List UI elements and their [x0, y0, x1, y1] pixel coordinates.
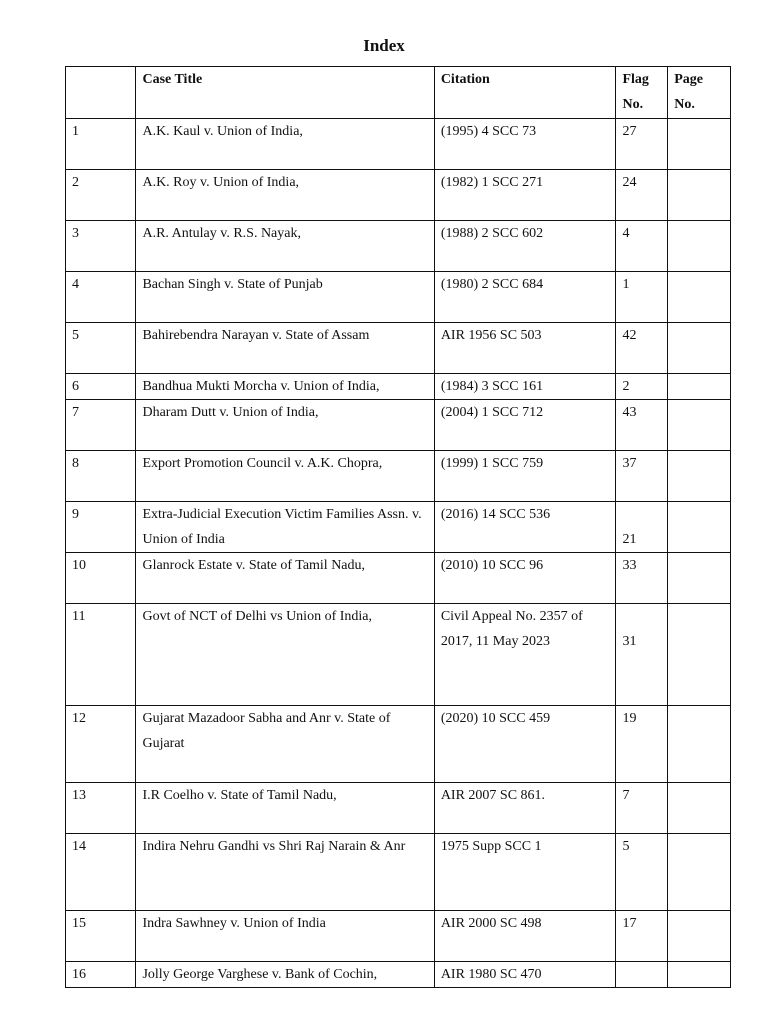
flag-no-cell: 27 [616, 119, 668, 170]
flag-no-cell: 21 [616, 502, 668, 553]
case-title-cell: Dharam Dutt v. Union of India, [136, 400, 434, 451]
row-number: 2 [66, 170, 136, 221]
row-number: 11 [66, 604, 136, 706]
citation-cell: AIR 2007 SC 861. [434, 783, 616, 834]
citation-cell: (2010) 10 SCC 96 [434, 553, 616, 604]
page-title: Index [363, 36, 405, 55]
page-no-cell [668, 962, 731, 988]
table-row [66, 553, 731, 604]
page-no-cell [668, 170, 731, 221]
row-number: 15 [66, 911, 136, 962]
case-title-cell: Govt of NCT of Delhi vs Union of India, [136, 604, 434, 706]
flag-no-cell: 17 [616, 911, 668, 962]
table-row [66, 502, 731, 553]
page-no-cell [668, 323, 731, 374]
row-number: 1 [66, 119, 136, 170]
flag-no-cell: 7 [616, 783, 668, 834]
page-no-cell [668, 706, 731, 783]
flag-no-cell: 5 [616, 834, 668, 911]
citation-cell: AIR 2000 SC 498 [434, 911, 616, 962]
table-row [66, 400, 731, 451]
citation-cell: AIR 1980 SC 470 [434, 962, 616, 988]
case-title-cell: Jolly George Varghese v. Bank of Cochin, [136, 962, 434, 988]
page-no-cell [668, 272, 731, 323]
header-case-title: Case Title [136, 67, 434, 119]
page-no-cell [668, 783, 731, 834]
flag-no-cell: 33 [616, 553, 668, 604]
table-row [66, 834, 731, 911]
case-title-cell: Indira Nehru Gandhi vs Shri Raj Narain & Anr [136, 834, 434, 911]
row-number: 9 [66, 502, 136, 553]
row-number: 3 [66, 221, 136, 272]
case-title-cell: Extra-Judicial Execution Victim Families Assn. v. Union of India [136, 502, 434, 553]
page-no-cell [668, 374, 731, 400]
table-row [66, 706, 731, 783]
case-title-cell: Gujarat Mazadoor Sabha and Anr v. State of Gujarat [136, 706, 434, 783]
page-no-cell [668, 911, 731, 962]
citation-cell: (1982) 1 SCC 271 [434, 170, 616, 221]
citation-cell: (1999) 1 SCC 759 [434, 451, 616, 502]
case-title-cell: A.K. Kaul v. Union of India, [136, 119, 434, 170]
case-title-cell: Export Promotion Council v. A.K. Chopra, [136, 451, 434, 502]
index-table [65, 66, 731, 988]
row-number: 8 [66, 451, 136, 502]
case-title-cell: Bahirebendra Narayan v. State of Assam [136, 323, 434, 374]
row-number: 6 [66, 374, 136, 400]
page-no-cell [668, 834, 731, 911]
table-row [66, 962, 731, 988]
case-title-cell: I.R Coelho v. State of Tamil Nadu, [136, 783, 434, 834]
citation-cell: (2004) 1 SCC 712 [434, 400, 616, 451]
flag-no-cell: 2 [616, 374, 668, 400]
citation-cell: (1980) 2 SCC 684 [434, 272, 616, 323]
flag-no-cell: 43 [616, 400, 668, 451]
flag-no-cell: 42 [616, 323, 668, 374]
header-flag-no: Flag No. [616, 67, 668, 119]
case-title-cell: Glanrock Estate v. State of Tamil Nadu, [136, 553, 434, 604]
row-number: 12 [66, 706, 136, 783]
citation-cell: (2020) 10 SCC 459 [434, 706, 616, 783]
page-no-cell [668, 451, 731, 502]
page-no-cell [668, 553, 731, 604]
table-row [66, 911, 731, 962]
case-title-cell: Bandhua Mukti Morcha v. Union of India, [136, 374, 434, 400]
page-no-cell [668, 604, 731, 706]
citation-cell: (2016) 14 SCC 536 [434, 502, 616, 553]
citation-cell: (1984) 3 SCC 161 [434, 374, 616, 400]
page-no-cell [668, 119, 731, 170]
table-row [66, 374, 731, 400]
page-no-cell [668, 400, 731, 451]
row-number: 10 [66, 553, 136, 604]
table-row [66, 604, 731, 706]
page-no-cell [668, 502, 731, 553]
row-number: 13 [66, 783, 136, 834]
case-title-cell: A.R. Antulay v. R.S. Nayak, [136, 221, 434, 272]
page-no-cell [668, 221, 731, 272]
case-title-cell: A.K. Roy v. Union of India, [136, 170, 434, 221]
header-citation: Citation [434, 67, 616, 119]
citation-cell: AIR 1956 SC 503 [434, 323, 616, 374]
citation-cell: (1995) 4 SCC 73 [434, 119, 616, 170]
flag-no-cell [616, 962, 668, 988]
flag-no-cell: 1 [616, 272, 668, 323]
citation-cell: Civil Appeal No. 2357 of 2017, 11 May 2023 [434, 604, 616, 706]
citation-cell: 1975 Supp SCC 1 [434, 834, 616, 911]
table-row [66, 170, 731, 221]
table-row [66, 323, 731, 374]
table-row [66, 783, 731, 834]
flag-no-cell: 19 [616, 706, 668, 783]
flag-no-cell: 24 [616, 170, 668, 221]
table-row [66, 451, 731, 502]
row-number: 5 [66, 323, 136, 374]
flag-no-cell: 31 [616, 604, 668, 706]
case-title-cell: Indra Sawhney v. Union of India [136, 911, 434, 962]
table-row [66, 272, 731, 323]
table-row [66, 119, 731, 170]
header-page-no: Page No. [668, 67, 731, 119]
row-number: 4 [66, 272, 136, 323]
row-number: 14 [66, 834, 136, 911]
flag-no-cell: 4 [616, 221, 668, 272]
table-row [66, 221, 731, 272]
row-number: 16 [66, 962, 136, 988]
citation-cell: (1988) 2 SCC 602 [434, 221, 616, 272]
row-number: 7 [66, 400, 136, 451]
header-sno [66, 67, 136, 119]
flag-no-cell: 37 [616, 451, 668, 502]
case-title-cell: Bachan Singh v. State of Punjab [136, 272, 434, 323]
header-row [66, 67, 731, 119]
